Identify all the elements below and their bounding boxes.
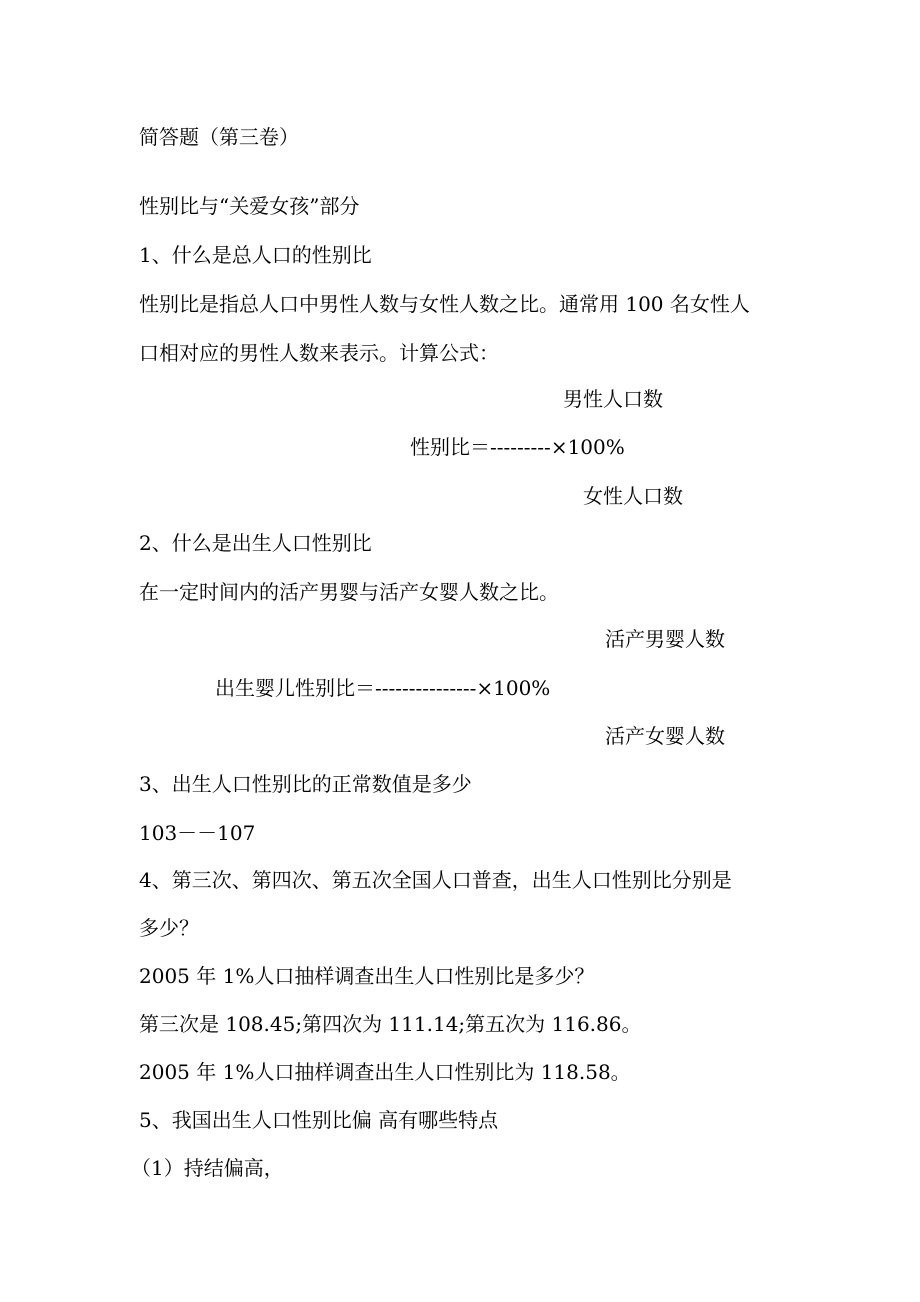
answer-1-line-1: 性别比是指总人口中男性人数与女性人数之比。通常用 100 名女性人	[139, 292, 750, 316]
formula-2-numerator: 活产男婴人数	[605, 627, 725, 651]
question-5-item-1: （1）持结偏高，	[131, 1156, 284, 1180]
question-4-line-3: 2005 年 1%人口抽样调查出生人口性别比是多少？	[139, 964, 595, 988]
formula-1-main: 性别比＝---------×100%	[410, 435, 625, 459]
answer-4-line-1: 第三次是 108.45;第四次为 111.14;第五次为 116.86。	[139, 1012, 642, 1036]
question-2: 2、什么是出生人口性别比	[139, 531, 372, 555]
document-title: 简答题（第三卷）	[139, 125, 299, 149]
formula-1-numerator: 男性人口数	[563, 387, 663, 411]
answer-3: 103－－107	[139, 821, 256, 845]
formula-2-main: 出生婴儿性别比＝---------------×100%	[215, 676, 551, 700]
answer-2: 在一定时间内的活产男婴与活产女婴人数之比。	[139, 580, 559, 604]
question-4-line-2: 多少？	[139, 916, 199, 940]
question-5: 5、我国出生人口性别比偏 高有哪些特点	[139, 1108, 499, 1132]
section-heading: 性别比与“关爱女孩”部分	[139, 194, 360, 218]
formula-2-denominator: 活产女婴人数	[605, 724, 725, 748]
answer-1-line-2: 口相对应的男性人数来表示。计算公式：	[139, 341, 499, 365]
question-4-line-1: 4、第三次、第四次、第五次全国人口普查，出生人口性别比分别是	[139, 868, 732, 892]
question-1: 1、什么是总人口的性别比	[139, 243, 372, 267]
formula-1-denominator: 女性人口数	[583, 484, 683, 508]
answer-4-line-2: 2005 年 1%人口抽样调查出生人口性别比为 118.58。	[139, 1060, 631, 1084]
question-3: 3、出生人口性别比的正常数值是多少	[139, 772, 472, 796]
